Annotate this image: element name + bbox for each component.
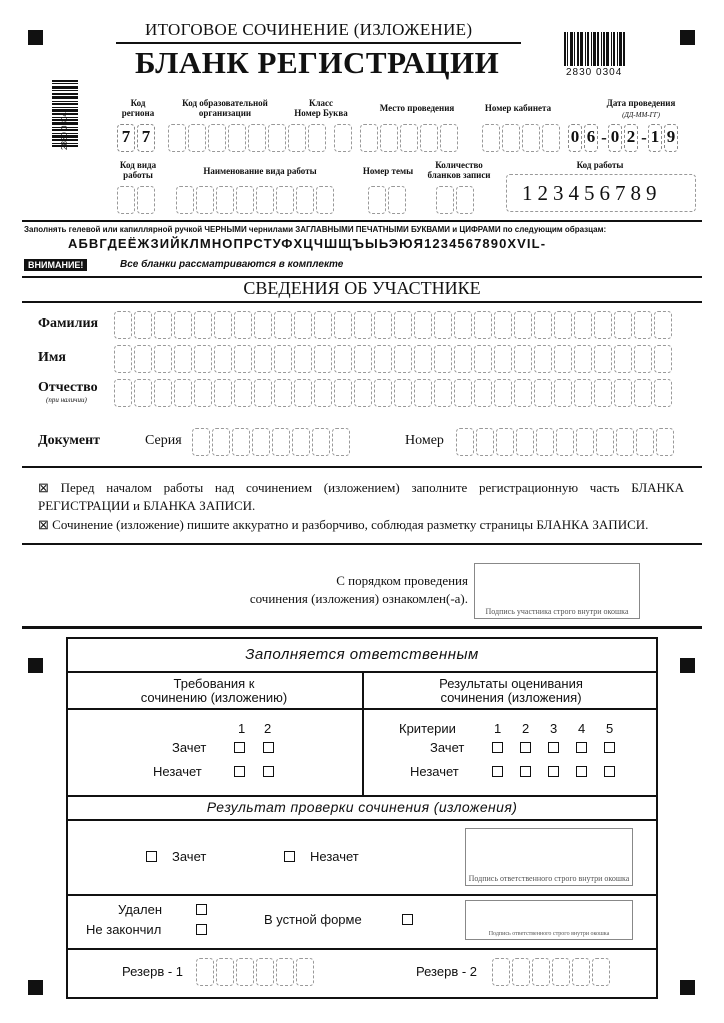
document-label: Документ: [38, 433, 101, 448]
req-col-2: 2: [264, 721, 272, 736]
date-digit[interactable]: 6: [584, 124, 598, 152]
req-fail-2-checkbox[interactable]: [263, 766, 274, 777]
criteria-pass-2-checkbox[interactable]: [520, 742, 531, 753]
work-code-label: Код работы: [576, 160, 624, 170]
org-boxes[interactable]: [168, 124, 288, 152]
work-type-code-label: Код вида работы: [119, 160, 157, 180]
corner-marker-mid-left: [28, 658, 43, 673]
table-line-5: [66, 894, 658, 896]
acknowledge-line1: С порядком проведения: [336, 573, 468, 588]
criteria-fail-5-checkbox[interactable]: [604, 766, 615, 777]
divider-1: [22, 220, 702, 222]
criteria-col-1: 1: [494, 721, 502, 736]
removed-label: Удален: [118, 902, 163, 917]
result-fail-checkbox[interactable]: [284, 851, 295, 862]
criteria-fail-1-checkbox[interactable]: [492, 766, 503, 777]
criteria-fail-2-checkbox[interactable]: [520, 766, 531, 777]
header-rule: [116, 42, 521, 44]
sheets-boxes[interactable]: [436, 186, 476, 214]
date-digit[interactable]: 0: [568, 124, 582, 152]
criteria-col-3: 3: [550, 721, 558, 736]
requirements-header: Требования к сочинению (изложению): [140, 676, 288, 705]
date-separator: -: [601, 128, 607, 147]
date-boxes[interactable]: [568, 124, 680, 152]
number-label: Номер: [405, 433, 444, 448]
divider-5: [22, 543, 702, 545]
date-separator: -: [641, 128, 647, 147]
participant-title: СВЕДЕНИЯ ОБ УЧАСТНИКЕ: [243, 278, 481, 298]
reserve-2-label: Резерв - 2: [416, 964, 478, 979]
topic-boxes[interactable]: [368, 186, 408, 214]
responsible-title: Заполняется ответственным: [245, 646, 479, 663]
series-boxes[interactable]: [192, 428, 352, 456]
note-2: ⊠ Сочинение (изложение) пишите аккуратно и разборчиво, соблюдая разметку страницы БЛАНКА ЗАПИСИ.: [38, 517, 649, 532]
place-boxes[interactable]: [360, 124, 460, 152]
work-name-label: Наименование вида работы: [203, 166, 317, 176]
class-boxes[interactable]: [288, 124, 354, 152]
barcode-left-number: 2830 0304: [60, 112, 69, 150]
region-boxes[interactable]: [117, 124, 157, 152]
number-boxes[interactable]: [456, 428, 676, 456]
name-label: Имя: [38, 350, 66, 365]
corner-marker-bottom-right: [680, 980, 695, 995]
table-line-2: [66, 708, 658, 710]
date-digit[interactable]: 9: [664, 124, 678, 152]
date-digit[interactable]: 0: [608, 124, 622, 152]
barcode-right-number: 2830 0304: [566, 67, 623, 78]
responsible-signature-caption-1: Подпись ответственного строго внутри окошка: [468, 874, 630, 883]
corner-marker-top-right: [680, 30, 695, 45]
surname-boxes[interactable]: [114, 311, 674, 339]
form-title: БЛАНК РЕГИСТРАЦИИ: [135, 45, 500, 80]
criteria-pass-label: Зачет: [430, 740, 465, 755]
oral-form-checkbox[interactable]: [402, 914, 413, 925]
table-line-3: [66, 795, 658, 797]
table-line-6: [66, 948, 658, 950]
divider-6: [22, 626, 702, 629]
not-finished-label: Не закончил: [86, 922, 162, 937]
date-format: (ДД-ММ-ГГ): [622, 111, 660, 119]
responsible-signature-caption-2: Подпись ответственного строго внутри окошка: [488, 931, 610, 937]
topic-label: Номер темы: [362, 166, 414, 176]
sheets-label: Количество бланков записи: [427, 160, 491, 180]
req-pass-2-checkbox[interactable]: [263, 742, 274, 753]
cabinet-boxes[interactable]: [482, 124, 562, 152]
criteria-pass-1-checkbox[interactable]: [492, 742, 503, 753]
result-pass-checkbox[interactable]: [146, 851, 157, 862]
patronymic-boxes[interactable]: [114, 379, 674, 407]
responsible-signature-box-2[interactable]: [465, 900, 633, 940]
oral-form-label: В устной форме: [264, 912, 362, 927]
attention-text: Все бланки рассматриваются в комплекте: [120, 259, 344, 270]
work-code-value: 123456789: [522, 181, 662, 205]
region-digit[interactable]: 7: [117, 124, 135, 152]
result-pass-label: Зачет: [172, 849, 207, 864]
note-1: ⊠ Перед началом работы над сочинением (изложением) заполните регистрационную часть БЛАНКА РЕГИСТРАЦИИ и БЛАНКА ЗАПИСИ.: [38, 480, 684, 513]
req-pass-1-checkbox[interactable]: [234, 742, 245, 753]
work-type-boxes[interactable]: [117, 186, 157, 214]
req-fail-label: Незачет: [153, 764, 202, 779]
class-label: Класс Номер Буква: [294, 98, 348, 118]
series-label: Серия: [145, 433, 182, 448]
req-pass-label: Зачет: [172, 740, 207, 755]
patronymic-note: (при наличии): [46, 396, 87, 404]
not-finished-checkbox[interactable]: [196, 924, 207, 935]
reserve-1-boxes[interactable]: [196, 958, 316, 986]
req-col-1: 1: [238, 721, 246, 736]
place-label: Место проведения: [379, 103, 455, 113]
date-label: Дата проведения: [606, 98, 676, 108]
removed-checkbox[interactable]: [196, 904, 207, 915]
corner-marker-top-left: [28, 30, 43, 45]
region-label: Код региона: [121, 98, 155, 118]
divider-3: [22, 301, 702, 303]
criteria-fail-3-checkbox[interactable]: [548, 766, 559, 777]
criteria-fail-4-checkbox[interactable]: [576, 766, 587, 777]
criteria-pass-4-checkbox[interactable]: [576, 742, 587, 753]
fill-instructions: Заполнять гелевой или капиллярной ручкой ЧЕРНЫМИ чернилами ЗАГЛАВНЫМИ ПЕЧАТНЫМИ БУКВАМИ и ЦИФРАМИ по следующим образцам:: [24, 225, 607, 234]
criteria-col-4: 4: [578, 721, 586, 736]
reserve-2-boxes[interactable]: [492, 958, 612, 986]
surname-label: Фамилия: [38, 316, 99, 331]
reserve-1-label: Резерв - 1: [122, 964, 184, 979]
corner-marker-bottom-left: [28, 980, 43, 995]
participant-signature-box[interactable]: [474, 563, 640, 619]
work-name-boxes[interactable]: [176, 186, 336, 214]
patronymic-label: Отчество: [38, 380, 98, 395]
corner-marker-mid-right: [680, 658, 695, 673]
results-header: Результаты оценивания сочинения (изложения): [439, 676, 583, 705]
sample-characters: АБВГДЕЁЖЗИЙКЛМНОПРСТУФХЦЧШЩЪЫЬЭЮЯ1234567890XVIL-: [68, 236, 547, 251]
name-boxes[interactable]: [114, 345, 674, 373]
attention-badge: ВНИМАНИЕ!: [24, 259, 87, 271]
criteria-pass-5-checkbox[interactable]: [604, 742, 615, 753]
responsible-signature-box-1[interactable]: [465, 828, 633, 886]
criteria-col-5: 5: [606, 721, 614, 736]
table-line-4: [66, 819, 658, 821]
form-subtitle: ИТОГОВОЕ СОЧИНЕНИЕ (ИЗЛОЖЕНИЕ): [145, 20, 473, 39]
criteria-pass-3-checkbox[interactable]: [548, 742, 559, 753]
participant-signature-caption: Подпись участника строго внутри окошка: [485, 607, 629, 616]
result-fail-label: Незачет: [310, 849, 359, 864]
criteria-label: Критерии: [399, 721, 456, 736]
cabinet-label: Номер кабинета: [484, 103, 552, 113]
date-digit[interactable]: 1: [648, 124, 662, 152]
check-result-title: Результат проверки сочинения (изложения): [206, 799, 518, 815]
criteria-fail-label: Незачет: [410, 764, 459, 779]
org-label: Код образовательной организации: [182, 98, 268, 118]
criteria-col-2: 2: [522, 721, 530, 736]
req-fail-1-checkbox[interactable]: [234, 766, 245, 777]
date-digit[interactable]: 2: [624, 124, 638, 152]
barcode-right: [564, 32, 625, 66]
region-digit[interactable]: 7: [137, 124, 155, 152]
divider-4: [22, 466, 702, 468]
acknowledge-line2: сочинения (изложения) ознакомлен(-а).: [249, 591, 468, 606]
